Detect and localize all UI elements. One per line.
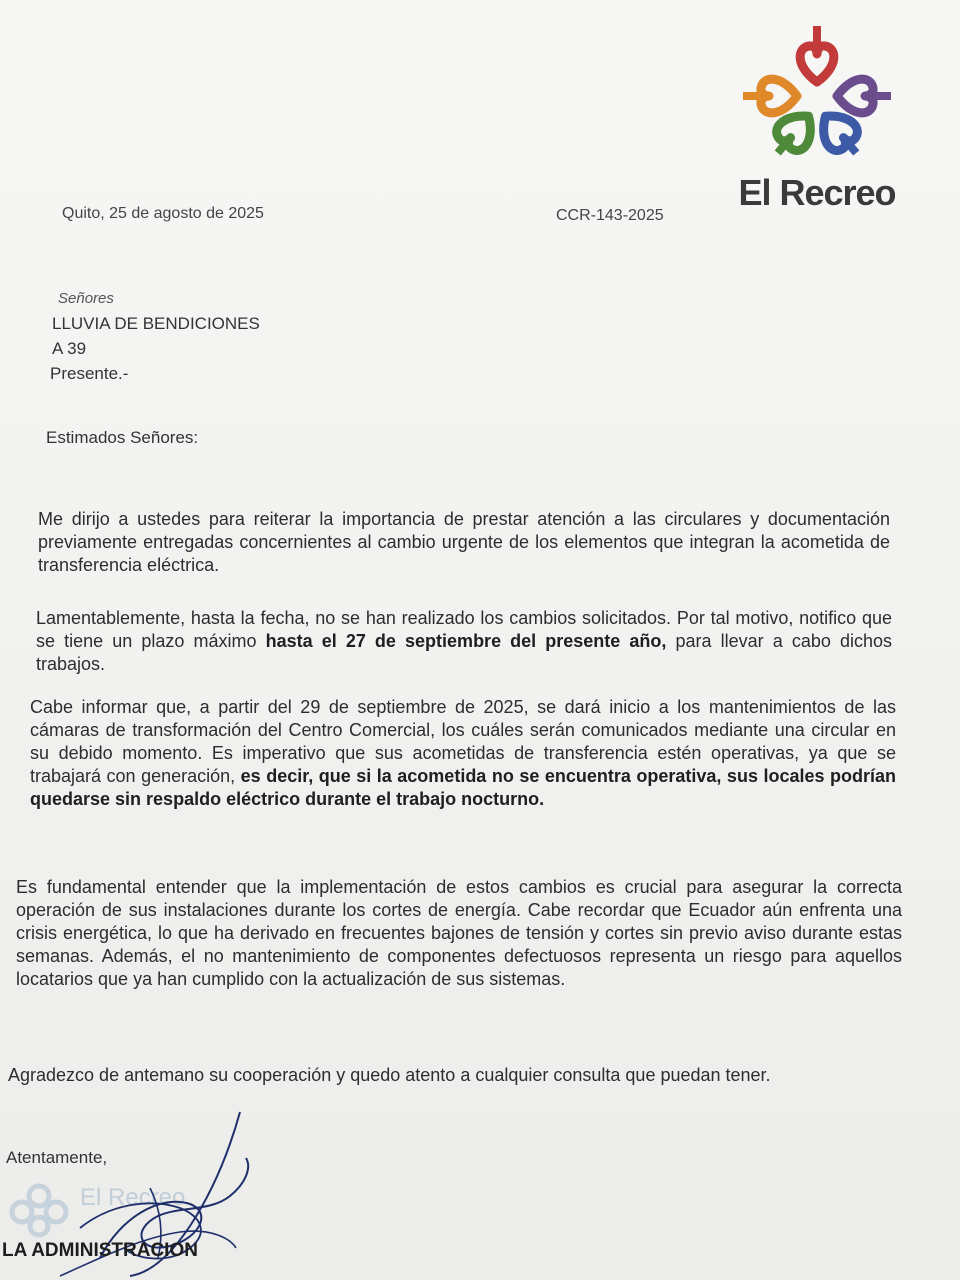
body-paragraph-1 [38,508,890,577]
paragraph-2-text-a: Lamentablemente, hasta la fecha, no se han realizado los cambios solicitados. Por tal motivo, notifico que se tiene un plazo máximo [36,608,892,651]
el-recreo-hearts-icon [737,24,897,172]
greeting: Estimados Señores: [46,428,199,447]
paragraph-3-text: Cabe informar que, a partir del 29 de septiembre de 2025, se dará inicio a los mantenimientos de las cámaras de transformación del Centro Comercial, los cuáles serán comunicados mediante una circular en su debido momento. Es imperativo que sus acometidas de transferencia estén operativas, ya que se trabajará con generación, [30,697,896,786]
paragraph-1-text: Me dirijo a ustedes para reiterar la importancia de prestar atención a las circulares y documentación previamente entregadas concernientes al cambio urgente de los elementos que integran la acometida de transferencia eléctrica. [38,509,890,575]
signatory: LA ADMINISTRACION [2,1240,198,1261]
reference-number: CCR-143-2025 [556,207,664,224]
paragraph-2-text-b: para llevar a cabo dichos trabajos. [36,631,892,674]
paragraph-4-text: Es fundamental entender que la implementación de estos cambios es crucial para asegurar la correcta operación de sus instalaciones durante los cortes de energía. Cabe recordar que Ecuador aún enfrenta una crisis energética, lo que ha derivado en frecuentes bajones de tensión y cortes sin previo aviso durante estas semanas. Además, el no mantenimiento de componentes defectuosos representa un riesgo para aquellos locatarios que ya han cumplido con la actualización de sus sistemas. [16,877,902,989]
body-paragraph-2 [36,607,892,676]
paragraph-5-text: Agradezco de antemano su cooperación y quedo atento a cualquier consulta que puedan tener. [8,1065,771,1085]
warning-highlight: es decir, que si la acometida no se encuentra operativa, sus locales podrían quedarse sin respaldo eléctrico durante el trabajo nocturno. [30,766,897,809]
deadline-highlight: hasta el 27 de septiembre del presente año, [265,631,667,651]
brand-logo [712,24,922,213]
body-paragraph-3 [30,696,896,811]
stamp-brand-text: El Recreo [80,1184,186,1211]
recipient-unit: A 39 [52,339,87,358]
place-date: Quito, 25 de agosto de 2025 [62,205,264,222]
recipient-name: LLUVIA DE BENDICIONES [52,314,260,333]
brand-name: El Recreo [738,172,896,213]
recipient-salutation: Señores [58,290,114,307]
closing-farewell: Atentamente, [6,1148,108,1167]
body-paragraph-4 [16,876,902,991]
recipient-presente: Presente.- [50,364,129,383]
body-paragraph-5 [8,1064,908,1087]
